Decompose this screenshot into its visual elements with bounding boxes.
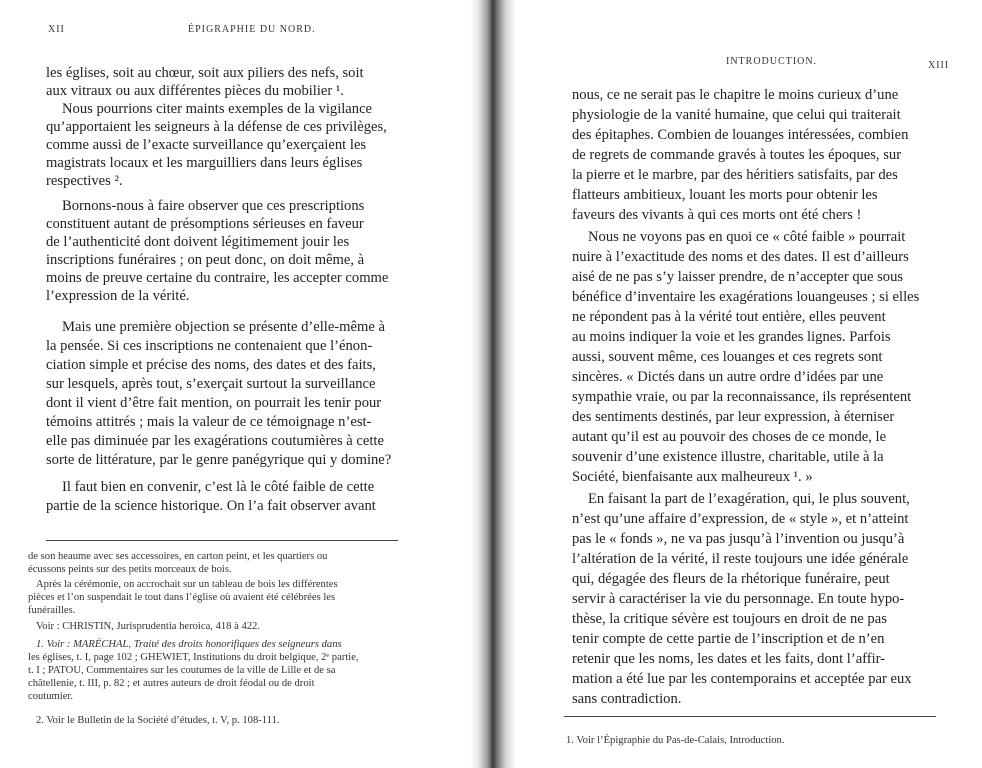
text-line: comme aussi de l’exacte surveillance qu’exerçaient les — [46, 137, 367, 153]
text-line: respectives ². — [46, 173, 123, 189]
text-line: nuire à l’exactitude des noms et des dates. Il est d’ailleurs — [572, 249, 909, 265]
footnote-line: de son heaume avec ses accessoires, en carton peint, et les quartiers ou — [28, 551, 328, 562]
text-line: ne répondent pas à la vérité tout entière, elles peuvent — [572, 309, 886, 325]
footnote-line: les églises, t. I, page 102 ; GHEWIET, Institutions du droit belgique, 2ᵉ partie, — [28, 652, 359, 663]
footnote-rule — [564, 716, 936, 717]
text-line: qui, dégagée des fleurs de la rhétorique funéraire, peut — [572, 571, 890, 587]
footnote-line: coutumier. — [28, 691, 74, 702]
text-line: témoins attitrés ; mais la valeur de ce témoignage n’est- — [46, 414, 372, 430]
footnote-line: t. I ; PATOU, Commentaires sur les coutumes de la ville de Lille et de sa — [28, 665, 336, 676]
text-line: sur lesquels, après tout, s’exerçait surtout la surveillance — [46, 376, 376, 392]
text-line: physiologie de la vanité humaine, que celui qui traiterait — [572, 107, 901, 123]
text-line: thèse, la critique sévère est toujours en droit de ne pas — [572, 611, 887, 627]
text-line: mation a été lue par les contemporains et acceptée par eux — [572, 671, 912, 687]
footnote-line: 1. Voir l’Épigraphie du Pas-de-Calais, Introduction. — [566, 735, 785, 746]
text-line: autant qu’il est au pouvoir des choses de ce monde, le — [572, 429, 887, 445]
text-line: Mais une première objection se présente d’elle-même à — [62, 319, 385, 335]
text-line: de regrets de commande gravés à toutes les époques, sur — [572, 147, 902, 163]
left-page-number: XII — [48, 24, 65, 35]
text-line: servir à caractériser la vie du personnage. En toute hypo- — [572, 591, 905, 607]
text-line: Société, bienfaisante aux malheureux ¹. » — [572, 469, 813, 485]
text-line: En faisant la part de l’exagération, qui, le plus souvent, — [588, 491, 910, 507]
footnote-line: 2. Voir le Bulletin de la Société d’études, t. V, p. 108-111. — [36, 715, 280, 726]
right-page — [516, 0, 982, 768]
text-line: Nous ne voyons pas en quoi ce « côté faible » pourrait — [588, 229, 906, 245]
text-line: partie de la science historique. On l’a fait observer avant — [46, 498, 376, 514]
text-line: sans contradiction. — [572, 691, 682, 707]
text-line: constituent autant de présomptions sérieuses en faveur — [46, 216, 364, 232]
text-line: faveurs des vivants à qui ces morts ont été chers ! — [572, 207, 862, 223]
footnote-line: châtellenie, t. III, p. 82 ; et autres auteurs de droit féodal ou de droit — [28, 678, 315, 689]
footnote-line: écussons peints sur des petits morceaux de bois. — [28, 564, 232, 575]
text-line: au moins indiquer la voie et les grandes lignes. Parfois — [572, 329, 891, 345]
text-line: pas le « fonds », ne va pas jusqu’à l’invention ou jusqu’à — [572, 531, 905, 547]
footnote-line: funérailles. — [28, 605, 76, 616]
text-line: la pierre et le marbre, par des héritiers satisfaits, par des — [572, 167, 898, 183]
footnote-line: pièces et l’on suspendait le tout dans l’église où avaient été célébrées les — [28, 592, 336, 603]
text-line: Nous pourrions citer maints exemples de la vigilance — [62, 101, 373, 117]
text-line: sorte de littérature, par le genre panégyrique qui y domine? — [46, 452, 392, 468]
text-line: aisé de ne pas s’y laisser prendre, de n’accepter que sous — [572, 269, 904, 285]
text-line: tenir compte de cette partie de l’inscription et de n’en — [572, 631, 885, 647]
right-page-number: XIII — [928, 60, 950, 71]
text-line: ciation simple et précise des noms, des dates et des faits, — [46, 357, 376, 373]
text-line: bénéfice d’inventaire les exagérations louangeuses ; si elles — [572, 289, 920, 305]
text-line: elle pas diminuée par les exagérations coutumières à cette — [46, 433, 384, 449]
text-line: inscriptions funéraires ; on peut donc, on doit même, à — [46, 252, 365, 268]
text-line: moins de preuve certaine du contraire, les accepter comme — [46, 270, 389, 286]
left-running-title: ÉPIGRAPHIE DU NORD. — [188, 24, 316, 35]
text-line: l’altération de la vérité, il reste toujours une idée générale — [572, 551, 909, 567]
text-line: la pensée. Si ces inscriptions ne contenaient que l’énon- — [46, 338, 373, 354]
text-line: souvenir d’une existence illustre, charitable, utile à la — [572, 449, 884, 465]
footnote-line: Après la cérémonie, on accrochait sur un tableau de bois les différentes — [36, 579, 338, 590]
text-line: les églises, soit au chœur, soit aux piliers des nefs, soit — [46, 65, 364, 81]
text-line: de l’authenticité dont doivent légitimement jouir les — [46, 234, 350, 250]
text-line: sincères. « Dictés dans un autre ordre d’idées par une — [572, 369, 884, 385]
text-line: retenir que les noms, les dates et les faits, dont l’affir- — [572, 651, 886, 667]
left-page — [0, 0, 470, 768]
text-line: magistrats locaux et les marguilliers dans leurs églises — [46, 155, 363, 171]
text-line: Il faut bien en convenir, c’est là le côté faible de cette — [62, 479, 375, 495]
text-line: aussi, souvent même, ces louanges et ces regrets sont — [572, 349, 883, 365]
footnote-line: Voir : CHRISTIN, Jurisprudentia heroica, 418 à 422. — [36, 621, 261, 632]
text-line: Bornons-nous à faire observer que ces prescriptions — [62, 198, 365, 214]
footnote-line: 1. Voir : MARÉCHAL, Traité des droits honorifiques des seigneurs dans — [36, 639, 342, 650]
text-line: dont il vient d’être fait mention, on pourrait les tenir pour — [46, 395, 382, 411]
text-line: l’expression de la vérité. — [46, 288, 190, 304]
text-line: nous, ce ne serait pas le chapitre le moins curieux d’une — [572, 87, 899, 103]
footnote-rule — [46, 540, 398, 541]
text-line: qu’apportaient les seigneurs à la défense de ces privilèges, — [46, 119, 387, 135]
text-line: aux vitraux ou aux différentes pièces du mobilier ¹. — [46, 83, 344, 99]
text-line: flatteurs ambitieux, louant les morts pour obtenir les — [572, 187, 878, 203]
right-running-title: INTRODUCTION. — [726, 56, 818, 67]
text-line: des épitaphes. Combien de louanges intéressées, combien — [572, 127, 909, 143]
text-line: n’est qu’une affaire d’expression, de « style », et n’atteint — [572, 511, 909, 527]
text-line: des sentiments destinés, par leur expression, à éterniser — [572, 409, 895, 425]
book-gutter-shadow — [470, 0, 516, 768]
text-line: sympathie vraie, ou par la reconnaissance, ils représentent — [572, 389, 912, 405]
